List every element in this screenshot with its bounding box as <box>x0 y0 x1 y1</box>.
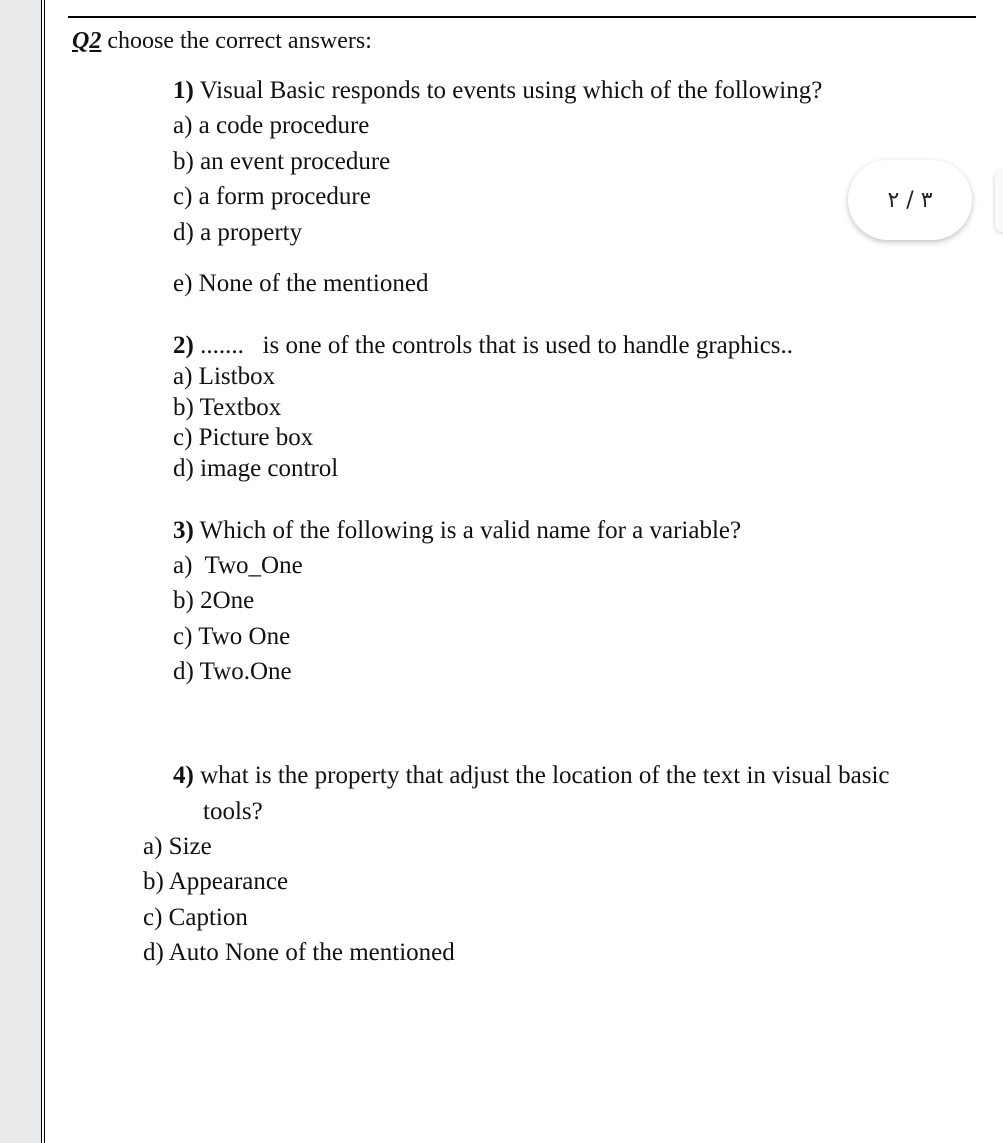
question-number: 3) <box>173 517 194 544</box>
option-1a: a) a code procedure <box>173 112 370 139</box>
question-text: ....... is one of the controls that is used to handle graphics.. <box>193 332 794 359</box>
page-border-line-inner <box>44 0 45 1143</box>
option-1d: d) a property <box>173 219 303 246</box>
option-1e: e) None of the mentioned <box>173 270 429 297</box>
question-4-continued: tools? <box>203 798 263 825</box>
question-number: 4) <box>173 762 194 789</box>
option-3b: b) 2One <box>173 587 255 614</box>
instruction-text: choose the correct answers: <box>101 28 372 54</box>
option-2a: a) Listbox <box>173 363 276 390</box>
question-2 <box>173 331 793 361</box>
option-4d: d) Auto None of the mentioned <box>143 939 455 966</box>
question-4 <box>173 761 890 791</box>
question-3 <box>173 516 741 546</box>
option-2d: d) image control <box>173 455 339 482</box>
option-2b: b) Textbox <box>173 394 282 421</box>
section-heading <box>72 26 372 56</box>
option-3a: a) Two_One <box>173 552 303 579</box>
option-3c: c) Two One <box>173 623 291 650</box>
page-indicator[interactable]: ٣ / ٢ <box>848 160 972 240</box>
question-1 <box>173 76 822 106</box>
option-3d: d) Two.One <box>173 658 292 685</box>
question-text: Which of the following is a valid name for a variable? <box>193 517 742 544</box>
option-4c: c) Caption <box>143 904 248 931</box>
option-2c: c) Picture box <box>173 424 314 451</box>
option-1b: b) an event procedure <box>173 148 391 175</box>
top-rule <box>68 16 976 18</box>
scroll-handle[interactable] <box>995 170 1003 232</box>
option-4b: b) Appearance <box>143 868 289 895</box>
question-group-number: Q2 <box>72 28 102 54</box>
question-text: Visual Basic responds to events using which of the following? <box>193 77 823 104</box>
question-text: what is the property that adjust the location of the text in visual basic <box>193 762 890 789</box>
option-4a: a) Size <box>143 833 212 860</box>
option-1c: c) a form procedure <box>173 183 371 210</box>
question-number: 1) <box>173 77 194 104</box>
page-border-line <box>41 0 42 1143</box>
question-number: 2) <box>173 332 194 359</box>
